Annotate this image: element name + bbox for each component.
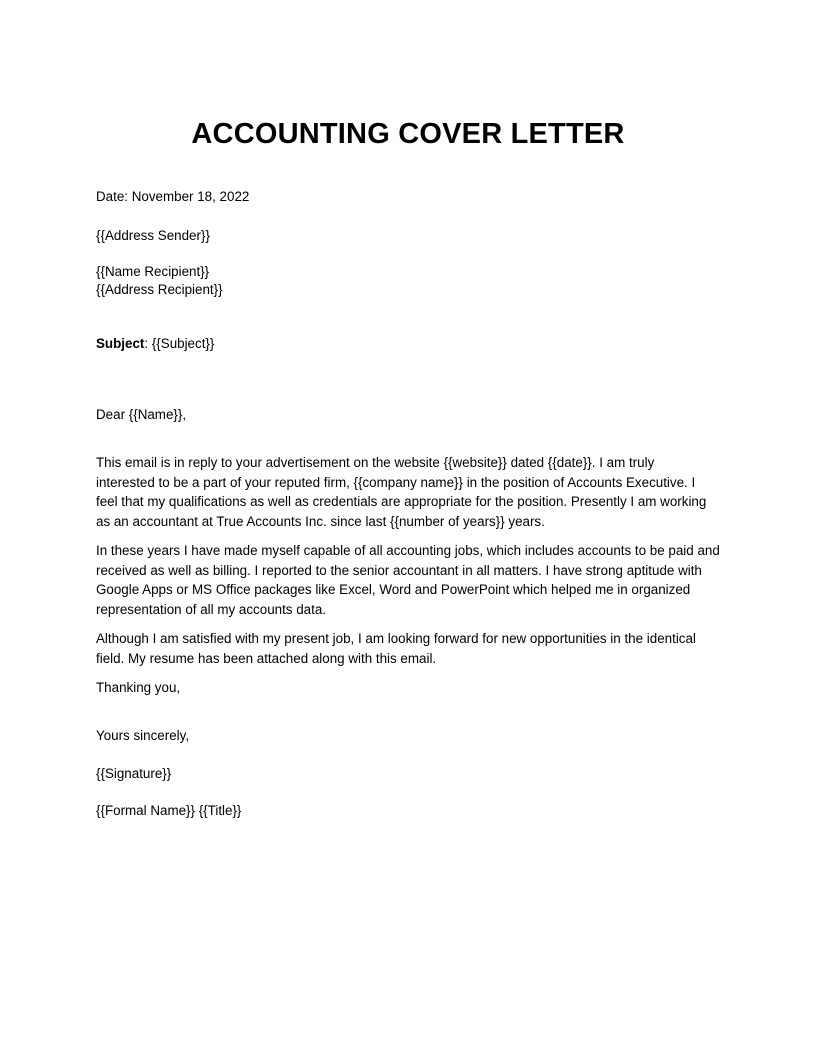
signature-line: {{Signature}} (96, 766, 172, 781)
date-line: Date: November 18, 2022 (96, 189, 250, 204)
thanking-line: Thanking you, (96, 680, 181, 695)
paragraph-line: as an accountant at True Accounts Inc. since last {{number of years}} years. (96, 513, 545, 529)
paragraph-line: representation of all my accounts data. (96, 601, 327, 617)
name-recipient: {{Name Recipient}} (96, 264, 210, 279)
paragraph-line: In these years I have made myself capable of all accounting jobs, which includes accounts to be paid and (96, 543, 720, 558)
paragraph-line: interested to be a part of your reputed firm, {{company name}} in the position of Accounts Executive. I (96, 474, 696, 490)
closing-line: Yours sincerely, (96, 728, 190, 743)
subject-line (96, 334, 214, 353)
paragraph-line: feel that my qualifications as well as credentials are appropriate for the position. Presently I am working (96, 494, 707, 509)
paragraph-line: received as well as billing. I reported to the senior accountant in all matters. I have strong aptitude with (96, 562, 702, 578)
paragraph-line: Although I am satisfied with my present job, I am looking forward for new opportunities in the identical (96, 631, 696, 646)
paragraph-2 (96, 541, 720, 619)
subject-label: Subject (96, 336, 145, 351)
document-title: ACCOUNTING COVER LETTER (191, 118, 625, 150)
salutation: Dear {{Name}}, (96, 407, 187, 422)
paragraph-1 (96, 453, 720, 531)
paragraph-3 (96, 629, 720, 668)
paragraph-line: This email is in reply to your advertisement on the website {{website}} dated {{date}}. I am truly (96, 455, 655, 470)
paragraph-line: Google Apps or MS Office packages like Excel, Word and PowerPoint which helped me in organized (96, 582, 691, 597)
paragraph-line: field. My resume has been attached along with this email. (96, 650, 437, 666)
address-recipient: {{Address Recipient}} (96, 282, 223, 297)
formal-name-title: {{Formal Name}} {{Title}} (96, 803, 242, 818)
address-sender: {{Address Sender}} (96, 228, 210, 243)
subject-value: : {{Subject}} (144, 336, 215, 351)
